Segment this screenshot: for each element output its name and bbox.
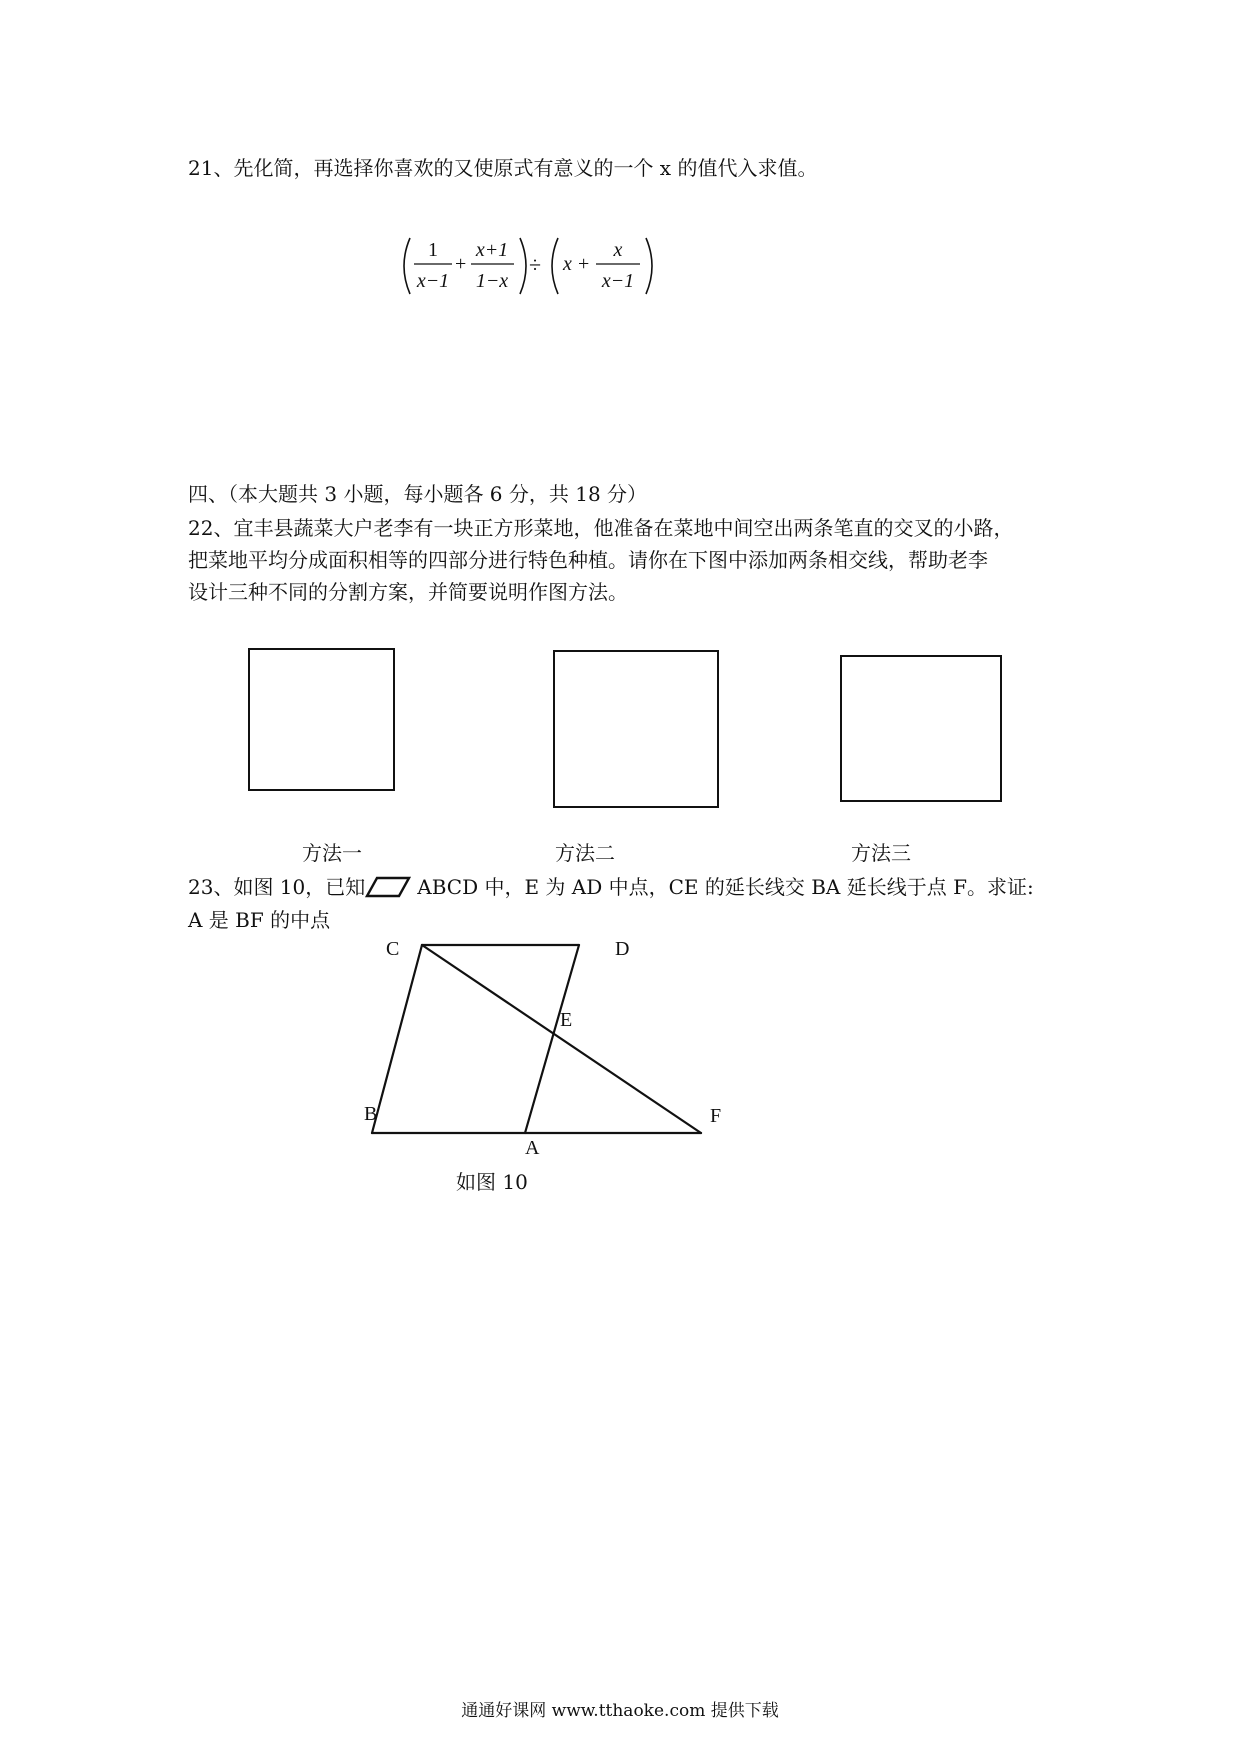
q21-text: 21、先化简，再选择你喜欢的又使原式有意义的一个 x 的值代入求值。 [188,156,818,180]
divide-sign: ÷ [529,252,542,277]
caption-method-3: 方法三 [851,841,911,865]
q23-prefix: 23、如图 10，已知 [188,875,366,899]
frac2-num: x+1 [475,239,509,261]
square-method-2 [553,650,719,808]
x-term: x [563,253,572,275]
q23-line-2: A 是 BF 的中点 [188,908,331,932]
label-C: C [386,938,400,960]
segment-CF [422,945,701,1133]
label-D: D [615,938,630,960]
left-paren-2 [552,238,558,294]
q21-expression [400,232,685,300]
frac1-num: 1 [428,239,438,261]
frac1-den: x−1 [416,270,450,292]
square-method-3 [840,655,1002,802]
label-A: A [525,1137,540,1159]
section-4-heading: 四、（本大题共 3 小题，每小题各 6 分，共 18 分） [188,482,648,506]
page-footer: 通通好课网 www.tthaoke.com 提供下载 [461,1701,779,1721]
caption-method-2: 方法二 [555,841,615,865]
square-method-1 [248,648,395,791]
label-E: E [560,1009,573,1031]
right-paren-2 [646,238,652,294]
segment-CB [372,945,422,1133]
frac3-den: x−1 [601,270,635,292]
frac2-den: 1−x [475,270,509,292]
q22-line-2: 把菜地平均分成面积相等的四部分进行特色种植。请你在下图中添加两条相交线，帮助老李 [188,548,988,572]
caption-method-1: 方法一 [302,841,362,865]
plus-2: + [578,253,590,275]
q23-line-1 [188,876,1034,898]
label-B: B [364,1103,378,1125]
q23-suffix: ABCD 中，E 为 AD 中点，CE 的延长线交 BA 延长线于点 F。求证: [417,875,1034,899]
figure-10-caption: 如图 10 [456,1170,528,1194]
q22-line-1: 22、宜丰县蔬菜大户老李有一块正方形菜地，他准备在菜地中间空出两条笔直的交叉的小路， [188,516,1014,540]
frac3-num: x [613,239,623,261]
plus-1: + [455,253,467,275]
label-F: F [710,1105,722,1127]
figure-10 [350,935,730,1175]
q22-line-3: 设计三种不同的分割方案，并简要说明作图方法。 [188,580,628,604]
right-paren-1 [520,238,526,294]
segment-DA [525,945,579,1133]
parallelogram-icon [365,876,411,898]
left-paren-1 [404,238,410,294]
